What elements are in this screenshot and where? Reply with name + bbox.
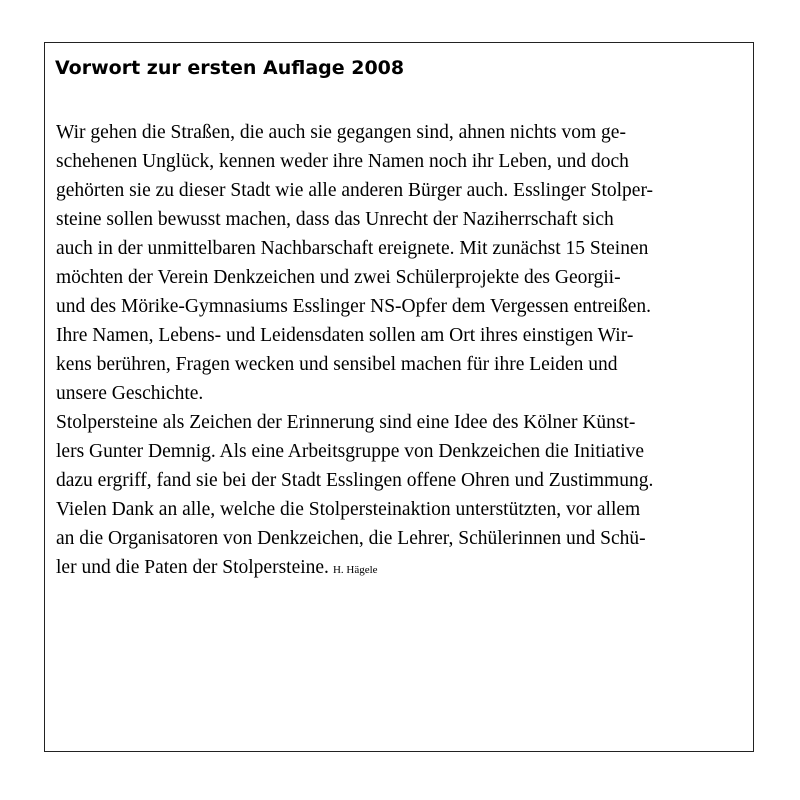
text-line-content: ler und die Paten der Stolpersteine. <box>56 557 329 578</box>
document-body <box>56 118 653 585</box>
text-line: kens berühren, Fragen wecken und sensibel machen für ihre Leiden und <box>56 354 618 375</box>
text-line: unsere Geschichte. <box>56 383 204 404</box>
text-line: Ihre Namen, Lebens- und Leidensdaten sollen am Ort ihres einstigen Wir- <box>56 325 634 346</box>
text-line: Vielen Dank an alle, welche die Stolpersteinaktion unterstützten, vor allem <box>56 499 641 520</box>
document-frame <box>44 42 754 752</box>
text-line: möchten der Verein Denkzeichen und zwei Schülerprojekte des Georgii- <box>56 267 621 288</box>
text-line: Stolpersteine als Zeichen der Erinnerung sind eine Idee des Kölner Künst- <box>56 412 636 433</box>
document-title: Vorwort zur ersten Auflage 2008 <box>55 57 405 79</box>
text-line: schehenen Unglück, kennen weder ihre Namen noch ihr Leben, und doch <box>56 151 629 172</box>
text-line: auch in der unmittelbaren Nachbarschaft ereignete. Mit zunächst 15 Steinen <box>56 238 649 259</box>
text-line-last <box>56 553 653 585</box>
text-line: an die Organisatoren von Denkzeichen, die Lehrer, Schülerinnen und Schü- <box>56 528 646 549</box>
text-line: steine sollen bewusst machen, dass das Unrecht der Naziherrschaft sich <box>56 209 614 230</box>
author-signature: H. Hägele <box>332 564 378 576</box>
text-line: gehörten sie zu dieser Stadt wie alle anderen Bürger auch. Esslinger Stolper- <box>56 180 654 201</box>
text-line: lers Gunter Demnig. Als eine Arbeitsgruppe von Denkzeichen die Initiative <box>56 441 645 462</box>
text-line: dazu ergriff, fand sie bei der Stadt Esslingen offene Ohren und Zustimmung. <box>56 470 654 491</box>
text-line: und des Mörike-Gymnasiums Esslinger NS-Opfer dem Vergessen entreißen. <box>56 296 651 317</box>
text-line: Wir gehen die Straßen, die auch sie gegangen sind, ahnen nichts vom ge- <box>56 122 626 143</box>
